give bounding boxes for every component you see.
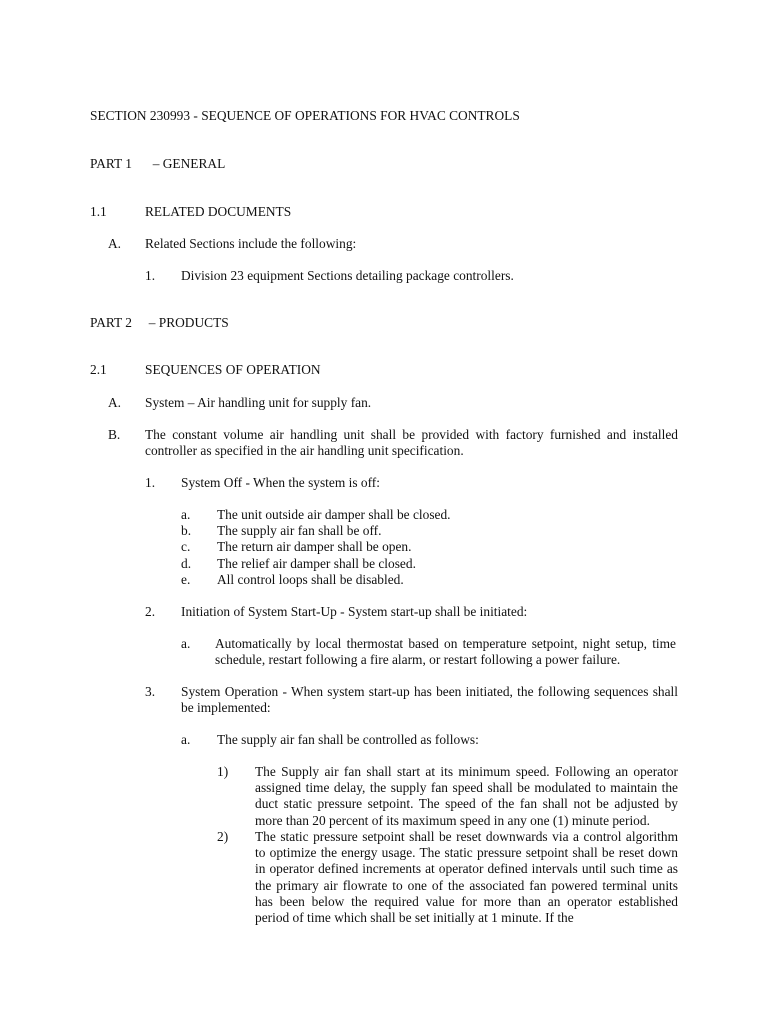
paragraph-2-1-b-text: The constant volume air handling unit shall be provided with factory furnished and installed controller as specified in the air handling unit specification. [145,427,678,459]
list-item: b. The supply air fan shall be off. [181,523,382,539]
item-1-label: 1. [145,475,156,490]
item-3-label: 3. [145,684,156,699]
list-item: c. The return air damper shall be open. [181,539,412,555]
item-2-a-label: a. [181,636,191,651]
item-3-a-label: a. [181,732,191,747]
item-3-a-2-text: The static pressure setpoint shall be reset downwards via a control algorithm to optimize the energy usage. The static pressure setpoint shall be reset down in operator defined increments at operator defined intervals until such time as the primary air flowrate to one of the associated fan powered terminal units has been below the required value for more than an operator established period of time which shall be set initially at 1 minute. If the [255,829,678,926]
item-3-a-text: The supply air fan shall be controlled as follows: [217,732,479,747]
part1-heading [90,156,225,172]
item-3-a-2-label: 2) [217,829,229,844]
item-1-1-a-1-label: 1. [145,268,156,283]
article-1-1-title: RELATED DOCUMENTS [145,204,292,219]
paragraph-1-1-a-text: Related Sections include the following: [145,236,357,251]
article-2-1-number: 2.1 [90,362,107,377]
list-item: d. The relief air damper shall be closed. [181,555,416,571]
part2-title: – PRODUCTS [148,315,229,330]
system-off-list [181,507,451,588]
item-3-a-1-text: The Supply air fan shall start at its minimum speed. Following an operator assigned time delay, the supply fan speed shall be modulated to maintain the duct static pressure setpoint. The speed of the fan shall not be adjusted by more than 20 percent of its maximum speed in any one (1) minute period. [255,764,678,828]
part1-title: – GENERAL [152,156,226,171]
article-1-1-number: 1.1 [90,204,107,219]
paragraph-1-1-a-label: A. [108,236,122,251]
item-2-text: Initiation of System Start-Up - System start-up shall be initiated: [181,604,528,619]
item-1-text: System Off - When the system is off: [181,475,380,490]
list-item: e. All control loops shall be disabled. [181,571,404,587]
section-title: SECTION 230993 - SEQUENCE OF OPERATIONS FOR HVAC CONTROLS [90,108,520,123]
part1-label: PART 1 [90,156,132,171]
item-1-1-a-1-text: Division 23 equipment Sections detailing package controllers. [181,268,514,283]
part2-heading [90,315,229,331]
paragraph-2-1-b-label: B. [108,427,121,442]
article-2-1-title: SEQUENCES OF OPERATION [145,362,321,377]
list-item: a. The unit outside air damper shall be closed. [181,507,451,522]
paragraph-2-1-a-label: A. [108,395,122,410]
item-2-label: 2. [145,604,156,619]
item-3-a-1-label: 1) [217,764,229,779]
item-3-text: System Operation - When system start-up has been initiated, the following sequences shall be implemented: [181,684,678,716]
paragraph-2-1-a-text: System – Air handling unit for supply fan. [145,395,372,410]
item-2-a-text: Automatically by local thermostat based on temperature setpoint, night setup, time schedule, restart following a fire alarm, or restart following a power failure. [215,636,676,668]
part2-label: PART 2 [90,315,132,330]
